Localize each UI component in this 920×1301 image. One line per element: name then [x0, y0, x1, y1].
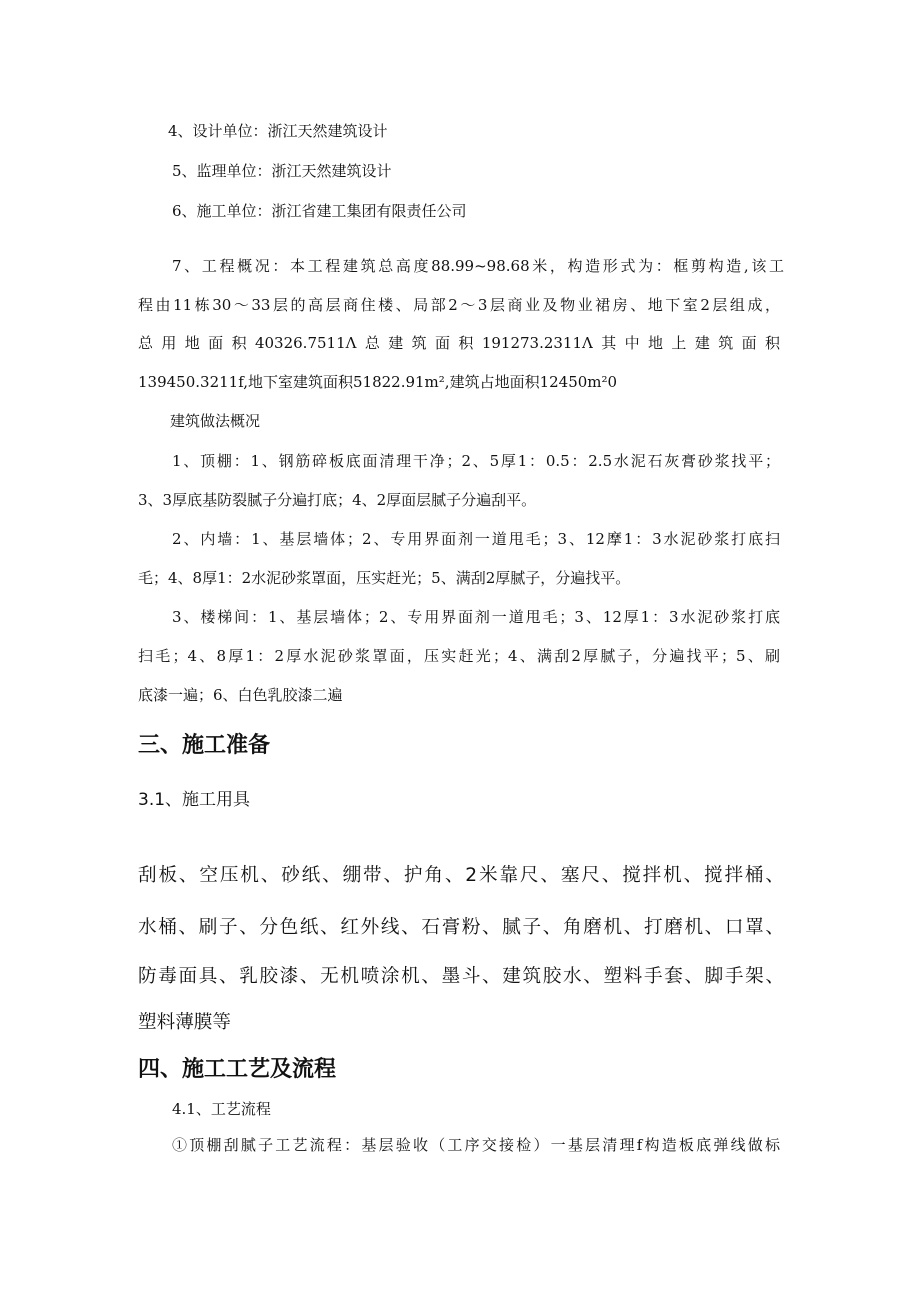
- project-overview-line-3: 总用地面积40326.7511Λ总建筑面积191273.2311Λ其中地上建筑面积: [138, 334, 780, 352]
- supervision-unit-line: 5、监理单位：浙江天然建筑设计: [172, 162, 392, 180]
- stairwell-method-line-3: 底漆一遍；6、白色乳胶漆二遍: [138, 686, 343, 704]
- tools-line-3: 防毒面具、乳胶漆、无机喷涂机、墨斗、建筑胶水、塑料手套、脚手架、: [138, 966, 784, 987]
- subsection-heading-4-1: 4.1、工艺流程: [172, 1100, 271, 1118]
- tools-line-4: 塑料薄膜等: [138, 1012, 231, 1033]
- project-overview-line-1: 7、工程概况：本工程建筑总高度88.99~98.68米，构造形式为：框剪构造,该工: [172, 257, 784, 275]
- ceiling-putty-process-line: ①顶棚刮腻子工艺流程：基层验收（工序交接检）一基层清理f构造板底弹线做标: [172, 1136, 780, 1154]
- tools-line-1: 刮板、空压机、砂纸、绷带、护角、2米靠尺、塞尺、搅拌机、搅拌桶、: [138, 865, 784, 886]
- ceiling-method-line-1: 1、顶棚：1、钢筋碎板底面清理干净；2、5厚1：0.5：2.5水泥石灰膏砂浆找平；: [172, 452, 780, 470]
- subsection-heading-3-1: 3.1、施工用具: [138, 790, 251, 810]
- ceiling-method-line-2: 3、3厚底基防裂腻子分遍打底；4、2厚面层腻子分遍刮平。: [138, 491, 537, 509]
- project-overview-line-4: 139450.3211f,地下室建筑面积51822.91m²,建筑占地面积12450m²0: [138, 373, 618, 391]
- inner-wall-method-line-2: 毛；4、8厚1：2水泥砂浆罩面，压实赶光；5、满刮2厚腻子，分遍找平。: [138, 569, 631, 587]
- construction-unit-line: 6、施工单位：浙江省建工集团有限责任公司: [172, 202, 467, 220]
- tools-line-2: 水桶、刷子、分色纸、红外线、石膏粉、腻子、角磨机、打磨机、口罩、: [138, 917, 784, 938]
- architecture-overview-title: 建筑做法概况: [170, 412, 261, 430]
- section-heading-4: 四、施工工艺及流程: [138, 1057, 337, 1082]
- inner-wall-method-line-1: 2、内墙：1、基层墙体；2、专用界面剂一道甩毛；3、12摩1：3水泥砂浆打底扫: [172, 530, 780, 548]
- design-unit-line: 4、设计单位：浙江天然建筑设计: [168, 122, 388, 140]
- project-overview-line-2: 程由11栋30～33层的高层商住楼、局部2～3层商业及物业裙房、地下室2层组成，: [138, 296, 780, 314]
- stairwell-method-line-1: 3、楼梯间：1、基层墙体；2、专用界面剂一道甩毛；3、12厚1：3水泥砂浆打底: [172, 608, 780, 626]
- stairwell-method-line-2: 扫毛；4、8厚1：2厚水泥砂浆罩面，压实赶光；4、满刮2厚腻子，分遍找平；5、刷: [138, 647, 780, 665]
- section-heading-3: 三、施工准备: [138, 733, 271, 758]
